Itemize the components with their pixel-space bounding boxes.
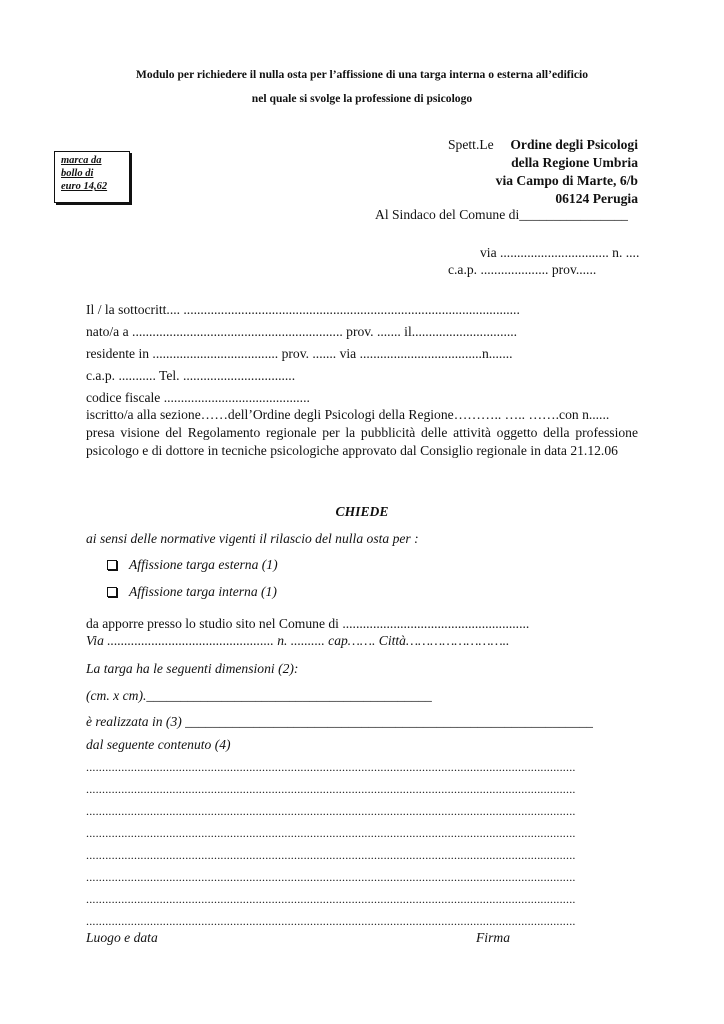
request-intro: ai sensi delle normative vigenti il rilascio del nulla osta per : xyxy=(86,531,419,546)
dimensioni-cm-field[interactable]: (cm. x cm).__________________________________________ xyxy=(86,688,432,703)
recipient-org-line2: della Regione Umbria xyxy=(511,155,638,170)
stamp-line1: marca da xyxy=(61,155,102,166)
nato-field[interactable]: nato/a a .............................................................. prov. ....... il............................... xyxy=(86,324,518,339)
contenuto-line-8[interactable]: ......................................................................................................................................................... xyxy=(86,914,576,928)
revenue-stamp-box xyxy=(54,151,130,203)
recipient-cap-field[interactable]: c.a.p. .................... prov...... xyxy=(448,262,597,277)
option-targa-interna-label: Affissione targa interna (1) xyxy=(129,584,277,599)
cap-tel-field[interactable]: c.a.p. ........... Tel. ................................. xyxy=(86,368,296,383)
option-targa-esterna-label: Affissione targa esterna (1) xyxy=(129,557,278,572)
recipient-org-line1: Ordine degli Psicologi xyxy=(510,137,638,152)
sottoscritto-field[interactable]: Il / la sottocritt.... ................................................................................................... xyxy=(86,302,520,317)
contenuto-line-4[interactable]: ......................................................................................................................................................... xyxy=(86,826,576,840)
codice-fiscale-field[interactable]: codice fiscale ........................................... xyxy=(86,390,310,405)
sindaco-line[interactable]: Al Sindaco del Comune di________________ xyxy=(375,207,628,222)
residente-field[interactable]: residente in ..................................... prov. ....... via ....................................n....... xyxy=(86,346,513,361)
recipient-via-field[interactable]: via ................................ n. .... xyxy=(480,245,640,260)
stamp-line3: euro 14,62 xyxy=(61,181,108,192)
da-apporre-field[interactable]: da apporre presso lo studio sito nel Comune di ....................................................... xyxy=(86,616,530,631)
materiale-field[interactable]: è realizzata in (3) ____________________________________________________________ xyxy=(86,714,593,729)
recipient-street: via Campo di Marte, 6/b xyxy=(495,173,638,188)
presa-visione-paragraph: presa visione del Regolamento regionale per la pubblicità delle attività oggetto della professione psicologo e di dottore in tecniche psicologiche approvato dal Consiglio regionale in data 21.12.06 xyxy=(86,425,638,458)
contenuto-line-5[interactable]: ......................................................................................................................................................... xyxy=(86,848,576,862)
iscritto-field[interactable]: iscritto/a alla sezione……dell’Ordine degli Psicologi della Regione……….. ….. …….con n...... xyxy=(86,407,610,422)
recipient-city: 06124 Perugia xyxy=(555,191,638,206)
contenuto-line-1[interactable]: ......................................................................................................................................................... xyxy=(86,760,576,774)
stamp-line2: bollo di xyxy=(61,168,94,179)
firma-label: Firma xyxy=(476,930,510,945)
contenuto-line-6[interactable]: ......................................................................................................................................................... xyxy=(86,870,576,884)
luogo-data-label: Luogo e data xyxy=(86,930,158,945)
contenuto-label: dal seguente contenuto (4) xyxy=(86,737,231,752)
checkbox-targa-esterna[interactable] xyxy=(107,560,117,570)
contenuto-line-7[interactable]: ......................................................................................................................................................... xyxy=(86,892,576,906)
studio-via-field[interactable]: Via ................................................. n. .......... cap……. Città…………………….. xyxy=(86,633,510,648)
chiede-heading: CHIEDE xyxy=(335,504,389,519)
dimensioni-label: La targa ha le seguenti dimensioni (2): xyxy=(86,661,299,676)
recipient-spett: Spett.Le xyxy=(448,137,494,152)
checkbox-targa-interna[interactable] xyxy=(107,587,117,597)
contenuto-line-2[interactable]: ......................................................................................................................................................... xyxy=(86,782,576,796)
form-title-line1: Modulo per richiedere il nulla osta per l’affissione di una targa interna o esterna all’edificio xyxy=(135,68,589,81)
form-title-line2: nel quale si svolge la professione di psicologo xyxy=(251,92,473,105)
contenuto-line-3[interactable]: ......................................................................................................................................................... xyxy=(86,804,576,818)
